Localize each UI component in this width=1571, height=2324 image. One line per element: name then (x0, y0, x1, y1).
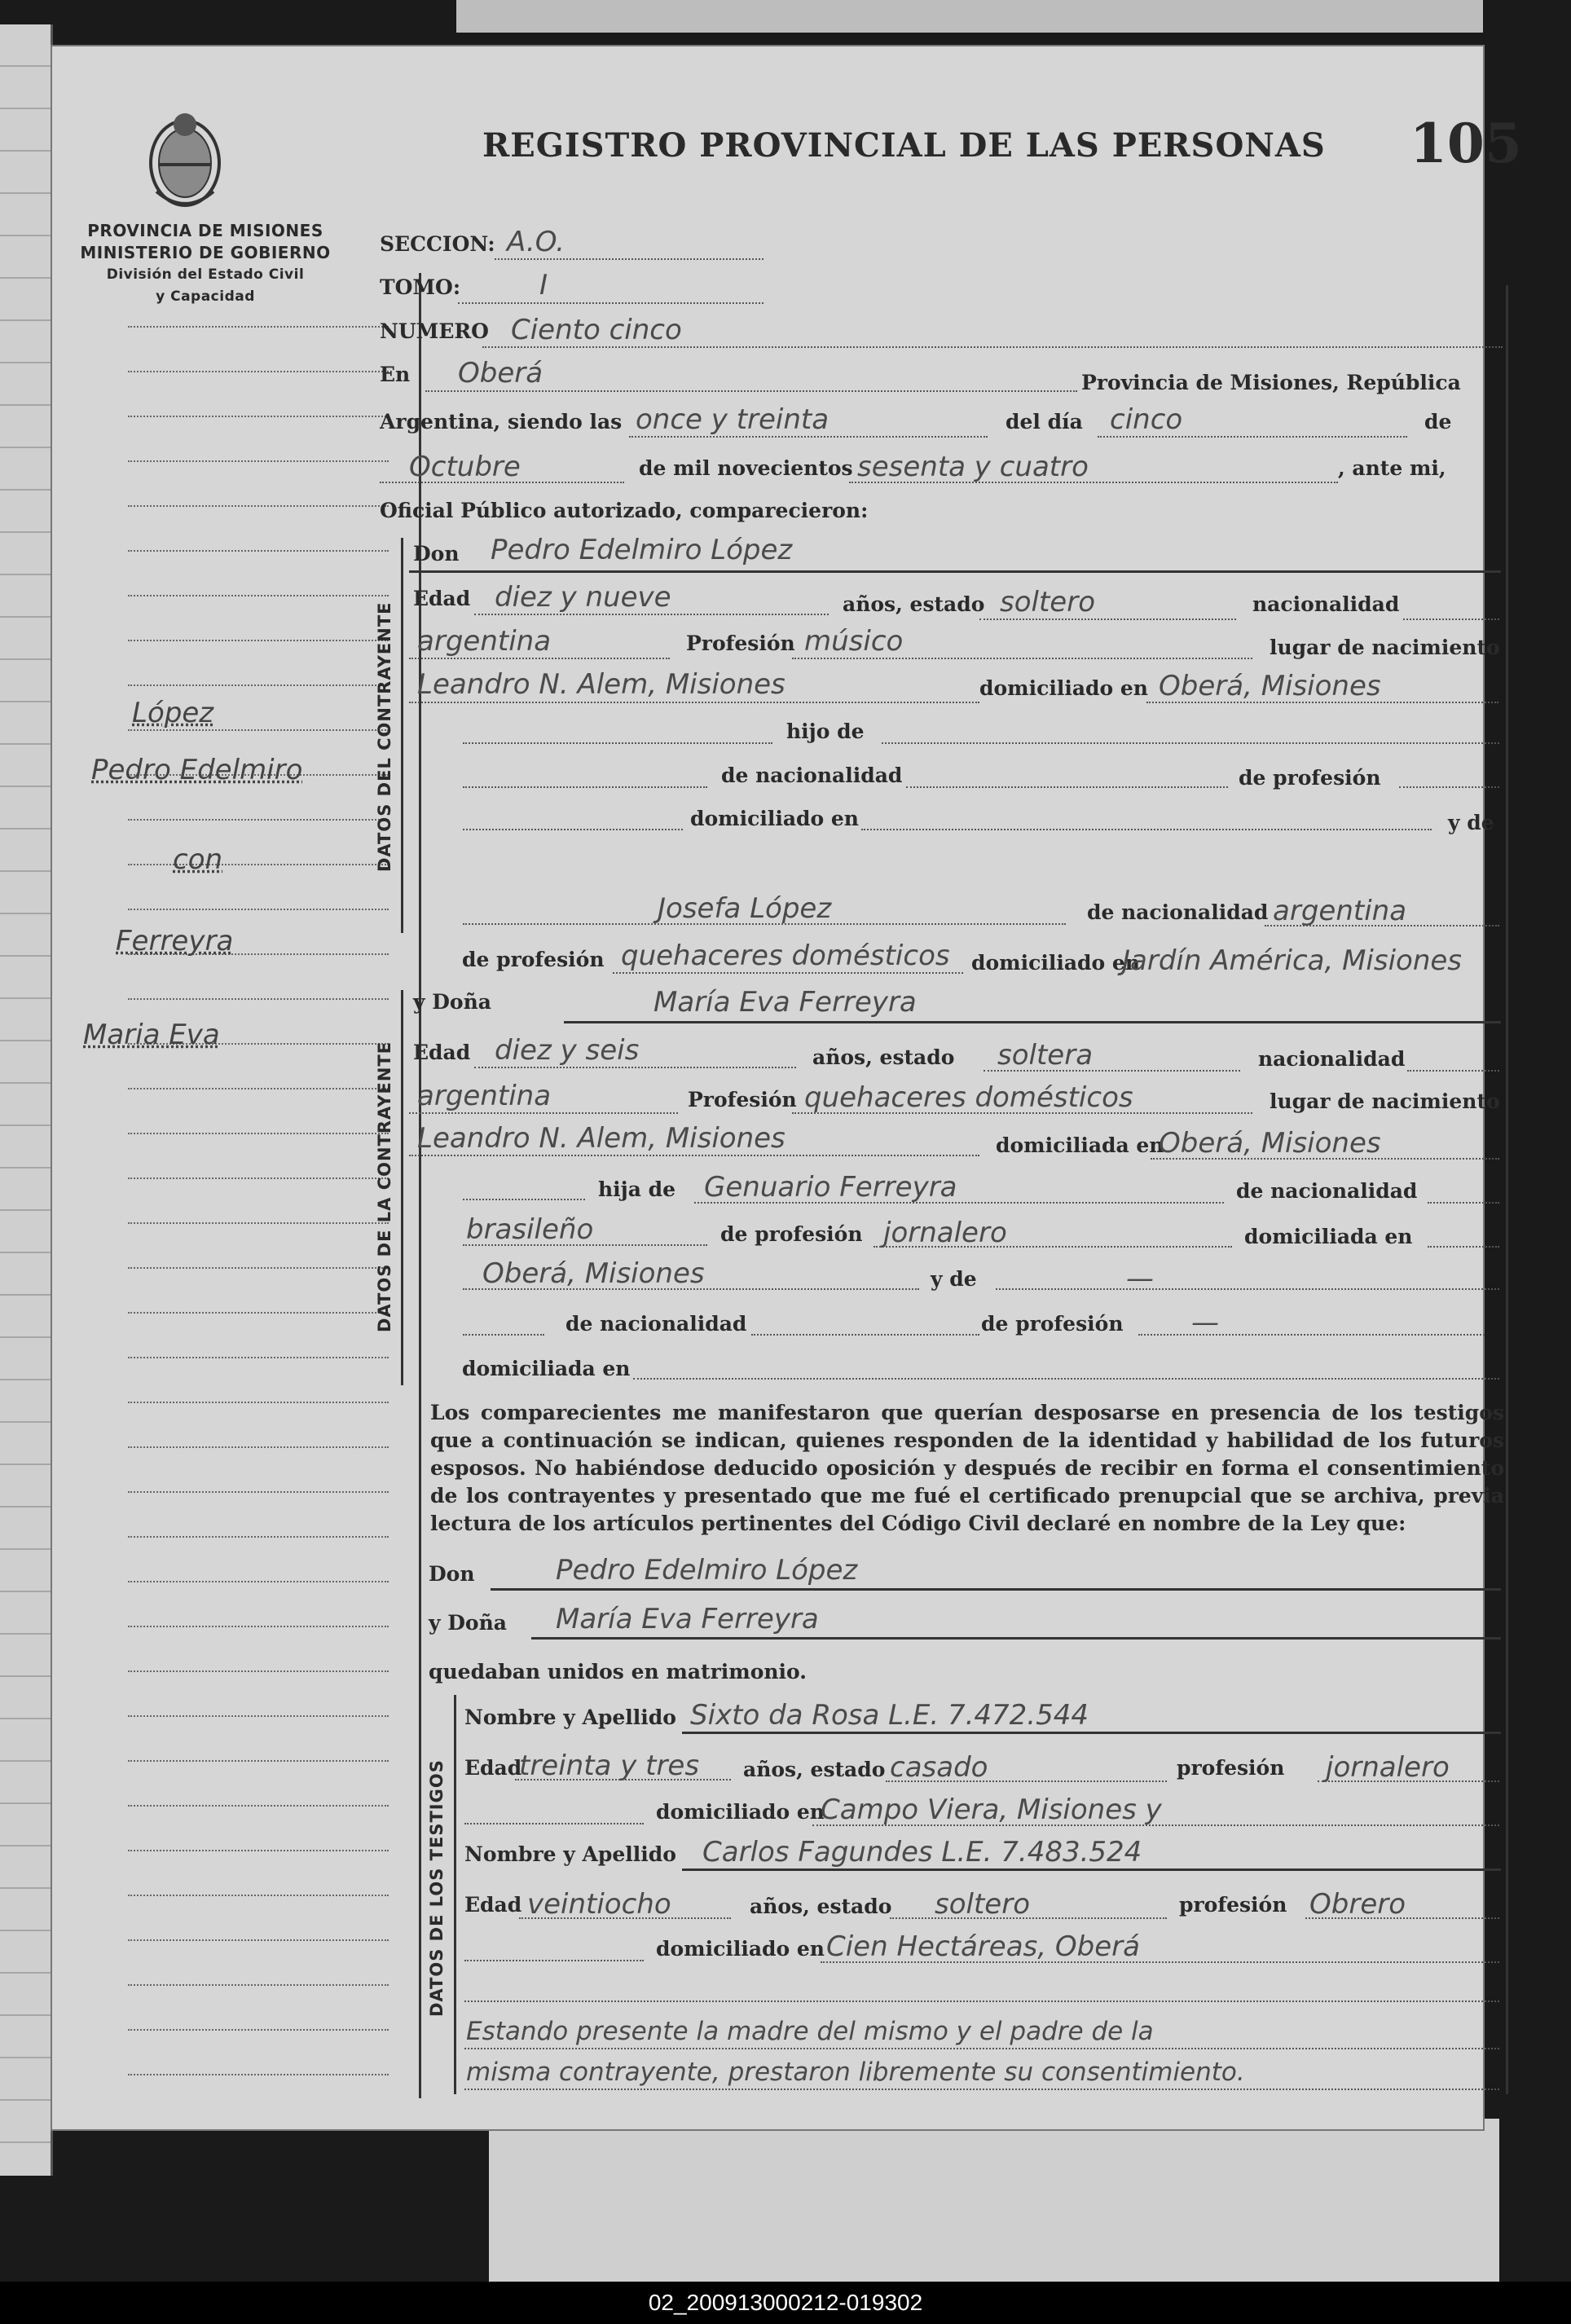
t1-estado-line (886, 1780, 1167, 1782)
f-profesion-line (792, 1112, 1252, 1114)
hijo-de-label: hijo de (786, 720, 865, 743)
provincia-text: Provincia de Misiones, República (1081, 371, 1461, 394)
stub-rule-line (128, 416, 389, 417)
nacionalidad-line-1 (1403, 618, 1499, 620)
contrayente-f-section-label: DATOS DE LA CONTRAYENTE (375, 1041, 394, 1332)
padre-line (694, 1202, 1224, 1204)
domiciliado-label-2: domiciliado en (690, 807, 859, 830)
stub-given-names-2: Maria Eva (83, 1019, 220, 1051)
stub-line-province: PROVINCIA DE MISIONES (87, 221, 323, 240)
stub-rule-line (128, 1895, 389, 1896)
t2-dom-pre (464, 1960, 644, 1961)
padre-dom-line (861, 829, 1432, 830)
contrayente-name: Pedro Edelmiro López (491, 534, 793, 566)
stub-rule-line (128, 1491, 389, 1493)
page-title: REGISTRO PROVINCIAL DE LAS PERSONAS (482, 126, 1326, 165)
decl-dona-value: María Eva Ferreyra (556, 1603, 819, 1635)
stub-rule-line (128, 729, 389, 731)
declaration-paragraph: Los comparecientes me manifestaron que querían desposarse en presencia de los testigos que a continuación se indican, quienes responden de la identidad y habilidad de los futuros esposos. No habiéndose deducido oposición y después de recibir en forma el consentimiento de los contrayentes y presentado que me fué el certificado prenupcial que se archiva, previa lectura de los artículos pertinentes del Código Civil declaré en nombre de la Ley que: (430, 1401, 1504, 1535)
madre-domicilio: Jardín América, Misiones (1122, 944, 1463, 977)
decl-dona-label: y Doña (429, 1611, 507, 1635)
padre-prof-line (1399, 786, 1499, 788)
madre-profesion: quehaceres domésticos (621, 940, 950, 972)
edad-label: Edad (413, 587, 471, 610)
edad-line (474, 614, 829, 615)
image-filename: 02_200913000212-019302 (0, 2282, 1571, 2324)
de-mil-label: de mil novecientos (639, 456, 853, 480)
t1-edad: treinta y tres (519, 1750, 700, 1782)
seccion-line (495, 258, 763, 260)
stub-rule-line (128, 371, 389, 372)
stub-rule-line (128, 505, 389, 507)
contrayente-f-name: María Eva Ferreyra (653, 986, 917, 1019)
t2-name: Carlos Fagundes L.E. 7.483.524 (702, 1836, 1142, 1868)
contrayente-bracket (401, 538, 403, 933)
stub-rule-line (128, 1850, 389, 1851)
coat-of-arms-icon (140, 94, 230, 216)
padre-domicilio: Oberá, Misiones (482, 1257, 705, 1290)
profesion-label: Profesión (686, 632, 795, 655)
t1-name: Sixto da Rosa L.E. 7.472.544 (690, 1699, 1089, 1732)
contrayente-section-label: DATOS DEL CONTRAYENTE (375, 601, 394, 872)
stub-rule-line (128, 864, 389, 865)
stub-rule-line (128, 1133, 389, 1134)
contrayente-edad: diez y nueve (495, 581, 671, 614)
stub-rule-line (128, 550, 389, 552)
testigos-blank-line (464, 2000, 1499, 2002)
dona-label: y Doña (413, 990, 491, 1014)
seccion-value: A.O. (507, 226, 565, 258)
padre-nacionalidad: brasileño (466, 1213, 594, 1246)
stub-line-division: División del Estado Civil (106, 266, 305, 283)
contrayente-f-edad: diez y seis (495, 1034, 640, 1067)
t1-edad-line (515, 1779, 731, 1780)
padre-dom-pre (463, 829, 683, 830)
f-nac-line-1 (1407, 1070, 1499, 1072)
don-label: Don (413, 542, 460, 566)
f-de-nacionalidad-label-2: de nacionalidad (565, 1312, 747, 1336)
anios-estado-label: años, estado (843, 592, 985, 616)
stub-rule-line (128, 1984, 389, 1986)
f-domicilio-line (1151, 1158, 1499, 1160)
anio-line (849, 482, 1338, 483)
tomo-line (458, 302, 763, 304)
padre-dom-pre-f (1428, 1246, 1499, 1248)
argentina-text: Argentina, siendo las (380, 410, 623, 434)
t1-profesion: jornalero (1326, 1751, 1450, 1784)
f-lugar-label: lugar de nacimiento (1270, 1089, 1500, 1113)
lugar-line (409, 702, 979, 703)
stub-rule-line (128, 1670, 389, 1672)
form-right-border (1506, 285, 1508, 2094)
f-anios-estado-label: años, estado (812, 1045, 955, 1069)
madre-profesion-label: de profesión (462, 948, 605, 971)
dia-line (1098, 436, 1407, 438)
t1-nombre-label: Nombre y Apellido (464, 1706, 676, 1729)
nacionalidad-line-2 (409, 658, 670, 659)
previous-page-edge (0, 24, 53, 2176)
stub-connector: con (173, 843, 223, 876)
stub-rule-line (128, 1805, 389, 1807)
padre-nac-line (906, 786, 1228, 788)
f-nac-line-2 (409, 1112, 678, 1114)
t2-domicilio: Cien Hectáreas, Oberá (826, 1930, 1140, 1963)
t2-estado-line (890, 1917, 1167, 1919)
madre-nacionalidad-label: de nacionalidad (1087, 900, 1269, 924)
madre-f-dash: — (1126, 1262, 1154, 1295)
observation-line-2: misma contrayente, prestaron libremente su consentimiento. (466, 2058, 1245, 2087)
t2-dom-line (821, 1961, 1499, 1963)
stub-rule-line (128, 1402, 389, 1403)
tomo-value: I (539, 269, 548, 302)
page-number: 105 (1410, 112, 1522, 175)
stub-given-names: Pedro Edelmiro (91, 754, 303, 786)
dia-value: cinco (1110, 403, 1183, 436)
de-nacionalidad-label: de nacionalidad (721, 764, 903, 787)
madre-name: Josefa López (658, 892, 832, 925)
numero-line (482, 346, 1503, 348)
decl-don-value: Pedro Edelmiro López (556, 1554, 858, 1587)
decl-dona-line (531, 1637, 1501, 1640)
f-edad-label: Edad (413, 1041, 471, 1064)
stub-rule-line (128, 1939, 389, 1941)
stub-rule-line (128, 1760, 389, 1762)
hora-line (629, 436, 988, 438)
lugar-label: lugar de nacimiento (1270, 636, 1500, 659)
madre-f-prof-line (1138, 1334, 1485, 1336)
t1-prof-line (1318, 1780, 1499, 1782)
stub-rule-line (128, 2029, 389, 2031)
f-de-profesion-label: de profesión (720, 1222, 863, 1246)
stub-surname: López (132, 697, 214, 729)
decl-closing: quedaban unidos en matrimonio. (429, 1660, 807, 1684)
f-domiciliada-label-2: domiciliada en (1244, 1225, 1413, 1248)
stub-rule-line (128, 819, 389, 821)
decl-don-label: Don (429, 1562, 475, 1586)
f-de-profesion-label-2: de profesión (981, 1312, 1124, 1336)
f-domiciliada-label-3: domiciliada en (462, 1357, 631, 1380)
t2-prof-line (1305, 1917, 1499, 1919)
padre-dom-line-f (463, 1288, 919, 1290)
stub-rule-line (128, 1267, 389, 1269)
stub-rule-line (128, 460, 389, 462)
hija-de-label: hija de (598, 1177, 676, 1201)
stub-rule-line (128, 1626, 389, 1627)
stub-rule-line (128, 1177, 389, 1179)
observation-rule-1 (464, 2048, 1499, 2049)
book-top-edge (456, 0, 1483, 33)
stub-rule-line (128, 1581, 389, 1582)
padre-nac-line-f (463, 1244, 707, 1246)
mes-value: Octubre (409, 451, 521, 483)
de-label: de (1424, 410, 1452, 434)
madre-nac-line (1265, 925, 1499, 927)
domicilio-line (1146, 702, 1498, 703)
observation-rule-2 (464, 2089, 1499, 2090)
testigos-bracket (454, 1695, 456, 2094)
del-dia-label: del día (1006, 410, 1083, 434)
testigos-section-label: DATOS DE LOS TESTIGOS (427, 1759, 447, 2017)
stub-line-capacity: y Capacidad (156, 288, 255, 305)
t2-profesion-label: profesión (1179, 1893, 1287, 1917)
stub-rule-line (128, 1357, 389, 1358)
book-bottom-edge (489, 2119, 1499, 2282)
register-page (51, 45, 1522, 2131)
stub-rule-line (128, 640, 389, 641)
padre-name: Genuario Ferreyra (704, 1171, 957, 1204)
stub-surname-2: Ferreyra (116, 925, 234, 957)
contrayente-f-lugar: Leandro N. Alem, Misiones (417, 1122, 786, 1155)
contrayente-f-domicilio: Oberá, Misiones (1159, 1127, 1381, 1160)
t1-domicilio: Campo Viera, Misiones y (821, 1794, 1162, 1826)
nacionalidad-label: nacionalidad (1252, 592, 1400, 616)
contrayente-nacionalidad: argentina (417, 625, 552, 658)
stub-rule-line (128, 909, 389, 910)
hora-value: once y treinta (636, 403, 830, 436)
f-hija-pre (463, 1199, 585, 1200)
y-de-label: y de (1448, 811, 1494, 834)
oficial-text: Oficial Público autorizado, comparecieron: (380, 499, 869, 522)
stub-rule-line (128, 1446, 389, 1448)
contrayente-f-profesion: quehaceres domésticos (804, 1081, 1133, 1114)
f-nacionalidad-label: nacionalidad (1258, 1047, 1406, 1071)
stub-rule-line (128, 1312, 389, 1314)
t1-profesion-label: profesión (1177, 1756, 1285, 1780)
estado-line (979, 618, 1236, 620)
t2-nombre-label: Nombre y Apellido (464, 1842, 676, 1866)
observation-line-1: Estando presente la madre del mismo y el padre de la (466, 2017, 1154, 2046)
t2-estado: soltero (935, 1888, 1030, 1921)
stub-rule-line (128, 2074, 389, 2075)
f-y-de-label: y de (931, 1267, 977, 1291)
t1-edad-label: Edad (464, 1756, 522, 1780)
t1-domiciliado-label: domiciliado en (656, 1800, 825, 1824)
padre-profesion: jornalero (883, 1217, 1007, 1249)
t1-dom-line (812, 1824, 1499, 1826)
t1-estado-label: años, estado (743, 1758, 886, 1781)
anio-value: sesenta y cuatro (857, 451, 1089, 483)
t2-estado-label: años, estado (750, 1895, 892, 1918)
contrayente-f-nacionalidad: argentina (417, 1080, 552, 1112)
madre-domicilio-label: domiciliado en (971, 951, 1140, 975)
madre-nacionalidad: argentina (1273, 895, 1407, 927)
numero-label: NUMERO (380, 319, 489, 343)
tomo-label: TOMO: (380, 275, 461, 299)
contrayente-domicilio: Oberá, Misiones (1159, 670, 1381, 702)
stub-line-ministry: MINISTERIO DE GOBIERNO (80, 243, 331, 262)
contrayente-estado: soltero (1000, 586, 1095, 618)
dona-line (564, 1021, 1501, 1023)
stub-rule-line (128, 684, 389, 686)
f-edad-line (474, 1067, 796, 1068)
hijo-line-pre (463, 742, 772, 744)
en-line (425, 390, 1077, 392)
f-padre-nac-pre (1428, 1202, 1499, 1204)
t2-edad: veintiocho (527, 1888, 671, 1921)
t2-domiciliado-label: domiciliado en (656, 1937, 825, 1961)
en-value: Oberá (458, 357, 543, 390)
don-line (409, 570, 1501, 573)
t2-profesion: Obrero (1309, 1888, 1406, 1921)
t1-name-line (682, 1732, 1501, 1734)
ante-mi-text: , ante mi, (1338, 456, 1446, 480)
stub-rule-line (128, 326, 389, 328)
domiciliado-en-label: domiciliado en (979, 676, 1148, 700)
f-domiciliada-label: domiciliada en (996, 1133, 1164, 1157)
contrayente-lugar: Leandro N. Alem, Misiones (417, 668, 786, 701)
hijo-de-line (882, 742, 1499, 744)
stub-organization (51, 220, 360, 308)
contrayente-f-bracket (401, 990, 403, 1385)
madre-f-prof-dash: — (1191, 1306, 1219, 1339)
stub-rule-line (128, 1536, 389, 1538)
padre-nac-pre (463, 786, 707, 788)
stub-rule-line (128, 595, 389, 596)
contrayente-f-estado: soltera (997, 1039, 1094, 1072)
madre-f-line (996, 1288, 1499, 1290)
f-lugar-line (409, 1155, 979, 1156)
en-label: En (380, 363, 411, 386)
f-estado-line (984, 1070, 1240, 1072)
contrayente-profesion: músico (804, 625, 904, 658)
stub-rule-line (128, 1222, 389, 1224)
decl-don-line (491, 1588, 1501, 1591)
stub-rule-line (128, 1088, 389, 1089)
madre-prof-line (613, 972, 963, 974)
t2-name-line (682, 1868, 1501, 1871)
t2-edad-line (519, 1917, 731, 1919)
mes-line (380, 482, 624, 483)
de-profesion-label: de profesión (1239, 766, 1381, 790)
t1-dom-pre (464, 1823, 644, 1824)
f-profesion-label: Profesión (688, 1088, 797, 1111)
f-de-nacionalidad-label: de nacionalidad (1236, 1179, 1418, 1203)
padre-prof-line-f (874, 1246, 1232, 1248)
numero-value: Ciento cinco (511, 314, 682, 346)
madre-f-dom-line (633, 1378, 1499, 1380)
stub-rule-line (128, 998, 389, 1000)
madre-f-nac-line (751, 1334, 979, 1336)
t2-edad-label: Edad (464, 1893, 522, 1917)
seccion-label: SECCION: (380, 232, 495, 256)
t1-estado: casado (890, 1751, 988, 1784)
madre-f-nac-pre (463, 1334, 544, 1336)
madre-line (463, 923, 1066, 925)
stub-rule-line (128, 1715, 389, 1717)
profesion-line (792, 658, 1252, 659)
